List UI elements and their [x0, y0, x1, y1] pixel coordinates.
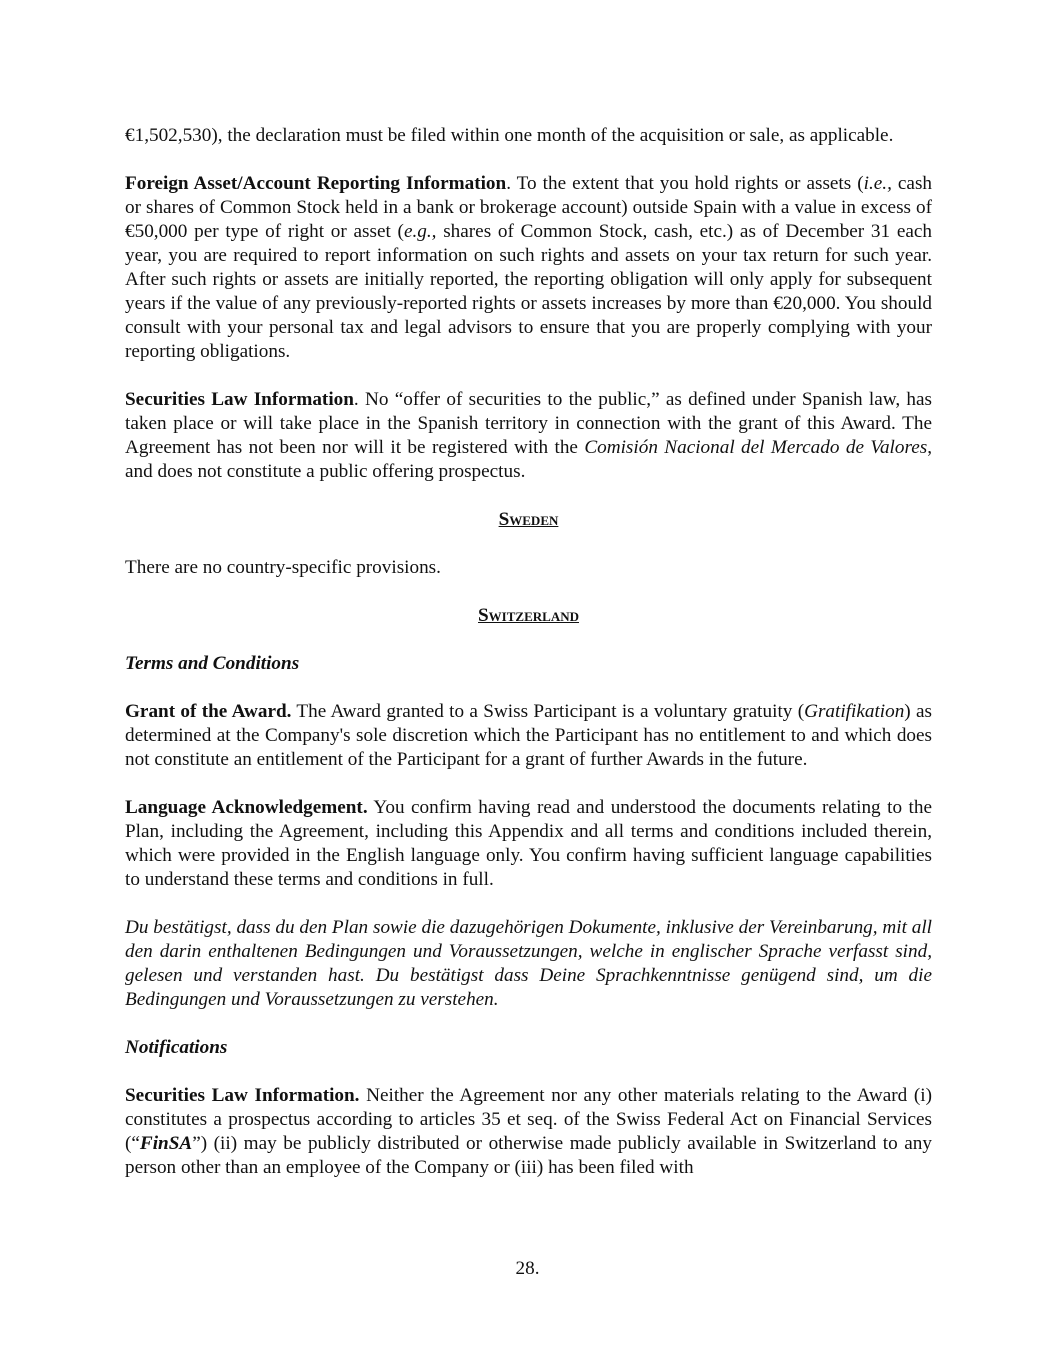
- paragraph-spain-securities-law: [125, 388, 932, 484]
- grant-title: Grant of the Award.: [125, 701, 292, 722]
- swiss-securities-finsa: FinSA: [139, 1133, 193, 1154]
- german-text: Du bestätigst, dass du den Plan sowie die dazugehörigen Dokumente, inklusive der Vereinbarung, mit all den darin enthaltenen Bedingungen und Voraussetzungen, welche in englischer Sprache verfasst sind, gelesen und verstanden hast. Du bestätigst dass Deine Sprachkenntnisse genügend sind, um die Bedingungen und Voraussetzungen zu verstehen.: [125, 917, 932, 1010]
- spain-securities-cnmv: Comisión Nacional del Mercado de Valores: [584, 437, 928, 458]
- subheading-terms-and-conditions: Terms and Conditions: [125, 653, 300, 674]
- heading-switzerland: Switzerland: [478, 605, 579, 626]
- paragraph-declaration: [125, 124, 932, 148]
- sweden-text: There are no country-specific provisions.: [125, 557, 441, 578]
- foreign-asset-text-2: cash or shares of Common Stock held in a bank or brokerage account) outside Spain with a value in excess of €50,000 per type of right or asset (: [125, 173, 933, 242]
- paragraph-swiss-securities-law: [125, 1084, 932, 1180]
- grant-text-2: ) as determined at the Company's sole discretion which the Participant has no entitlement to and which does not constitute an entitlement of the Participant for a grant of further Awards in the future.: [125, 701, 932, 770]
- declaration-text: €1,502,530), the declaration must be filed within one month of the acquisition or sale, as applicable.: [125, 125, 894, 146]
- foreign-asset-ie: i.e.,: [863, 173, 892, 194]
- page-number: 28.: [515, 1258, 540, 1279]
- paragraph-german-translation: [125, 916, 932, 1012]
- paragraph-foreign-asset-reporting: [125, 172, 932, 364]
- swiss-securities-text-2: ”) (ii) may be publicly distributed or otherwise made publicly available in Switzerland to any person other than an employee of the Company or (iii) has been filed with: [125, 1133, 932, 1178]
- spain-securities-title: Securities Law Information: [125, 389, 354, 410]
- paragraph-sweden: [125, 556, 932, 580]
- foreign-asset-title: Foreign Asset/Account Reporting Information: [125, 173, 507, 194]
- paragraph-grant-of-award: [125, 700, 932, 772]
- paragraph-language-acknowledgement: [125, 796, 932, 892]
- heading-sweden: Sweden: [498, 509, 559, 530]
- grant-text-1: The Award granted to a Swiss Participant is a voluntary gratuity (: [291, 701, 805, 722]
- foreign-asset-eg: e.g.,: [403, 221, 437, 242]
- spain-securities-text-2: , and does not constitute a public offering prospectus.: [125, 437, 932, 482]
- spain-securities-text-1: . No “offer of securities to the public,” as defined under Spanish law, has taken place or will take place in the Spanish territory in connection with the grant of this Award. The Agreement has not been nor will it be registered with the: [125, 389, 932, 458]
- foreign-asset-text-1: . To the extent that you hold rights or assets (: [506, 173, 864, 194]
- document-body: [125, 124, 932, 1204]
- grant-gratifikation: Gratifikation: [804, 701, 905, 722]
- subheading-notifications: Notifications: [125, 1037, 228, 1058]
- foreign-asset-text-3: shares of Common Stock, cash, etc.) as of December 31 each year, you are required to report information on such rights and assets on your tax return for such year. After such rights or assets are initially reported, the reporting obligation will only apply for subsequent years if the value of any previously-reported rights or assets increases by more than €20,000. You should consult with your personal tax and legal advisors to ensure that you are properly complying with your reporting obligations.: [125, 221, 932, 362]
- language-text: You confirm having read and understood the documents relating to the Plan, including the Agreement, including this Appendix and all terms and conditions included therein, which were provided in the English language only. You confirm having sufficient language capabilities to understand these terms and conditions in full.: [125, 797, 932, 890]
- swiss-securities-title: Securities Law Information.: [125, 1085, 360, 1106]
- language-title: Language Acknowledgement.: [125, 797, 368, 818]
- swiss-securities-text-1: Neither the Agreement nor any other materials relating to the Award (i) constitutes a prospectus according to articles 35 et seq. of the Swiss Federal Act on Financial Services (“: [125, 1085, 932, 1154]
